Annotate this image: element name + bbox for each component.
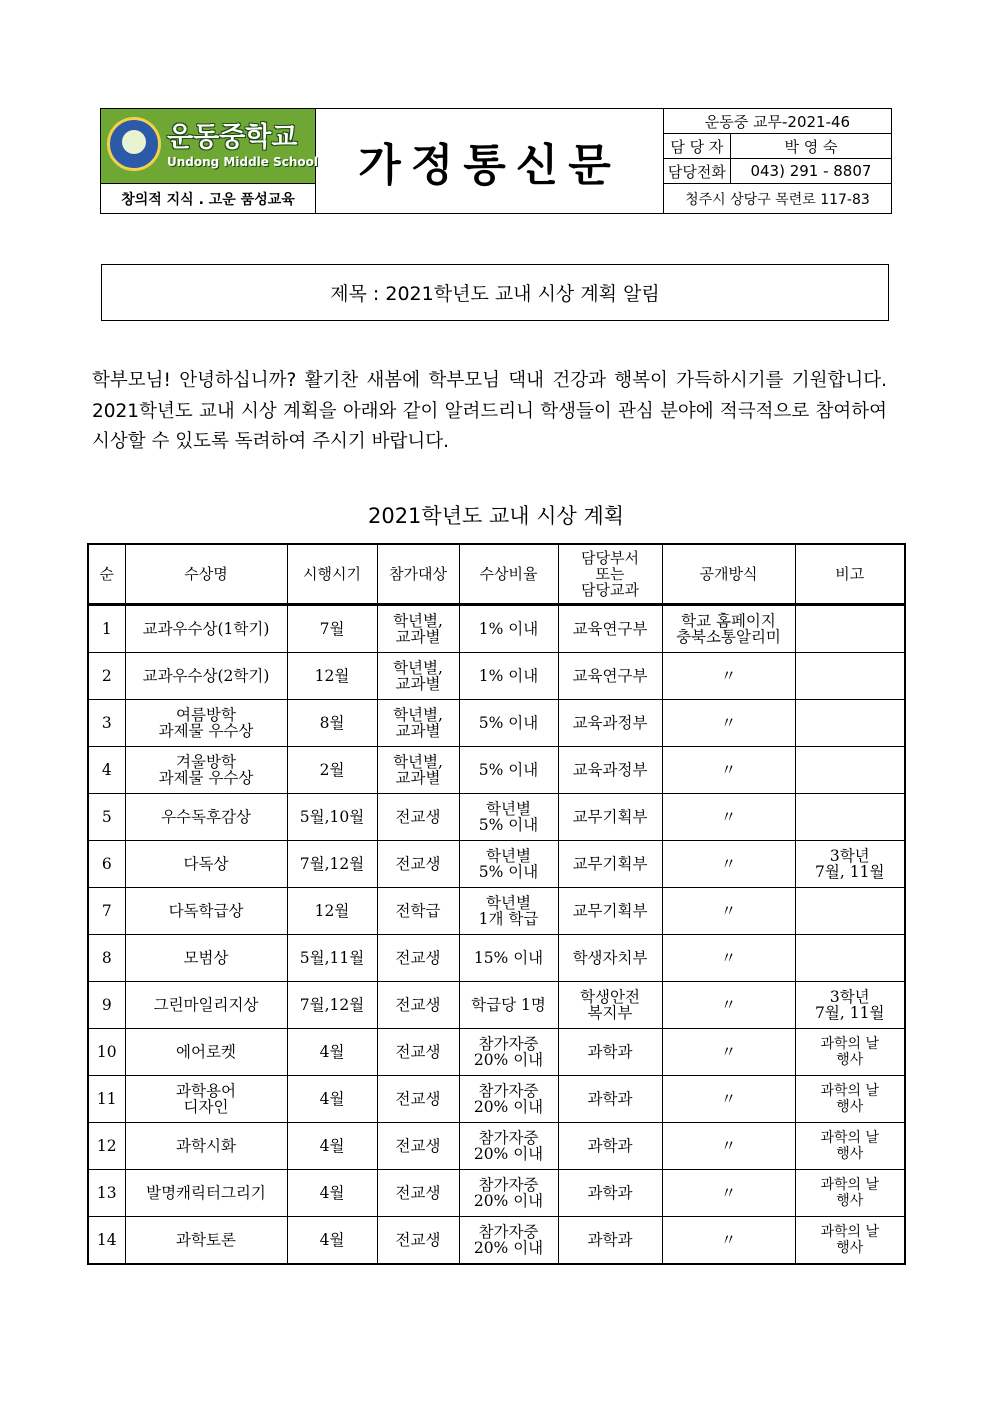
- cell-seq: 7: [88, 888, 125, 935]
- header-target: 참가대상: [377, 544, 459, 605]
- cell-ratio: 5% 이내: [459, 747, 558, 794]
- logo-school-name-en: Undong Middle School: [167, 155, 318, 169]
- table-row: [88, 935, 905, 982]
- cell-ratio: 참가자중 20% 이내: [459, 1170, 558, 1217]
- cell-department: 과학과: [558, 1217, 662, 1265]
- cell-note: 과학의 날 행사: [795, 1029, 905, 1076]
- phone-value: 043) 291 - 8807: [730, 159, 891, 184]
- cell-target: 전교생: [377, 1217, 459, 1265]
- cell-target: 전교생: [377, 935, 459, 982]
- cell-seq: 12: [88, 1123, 125, 1170]
- cell-target: 학년별, 교과별: [377, 605, 459, 653]
- header-note: 비고: [795, 544, 905, 605]
- cell-target: 학년별, 교과별: [377, 653, 459, 700]
- cell-ratio: 참가자중 20% 이내: [459, 1029, 558, 1076]
- cell-note: [795, 700, 905, 747]
- cell-disclosure: 〃: [662, 1029, 795, 1076]
- cell-award-name: 다독상: [125, 841, 287, 888]
- cell-period: 12월: [287, 888, 377, 935]
- cell-disclosure: 〃: [662, 653, 795, 700]
- cell-period: 2월: [287, 747, 377, 794]
- cell-department: 과학과: [558, 1170, 662, 1217]
- cell-note: [795, 605, 905, 653]
- cell-target: 전교생: [377, 794, 459, 841]
- table-row: [88, 1076, 905, 1123]
- school-address: 청주시 상당구 목련로 117-83: [663, 184, 891, 214]
- contact-value: 박 영 숙: [730, 134, 891, 159]
- cell-period: 4월: [287, 1029, 377, 1076]
- cell-seq: 5: [88, 794, 125, 841]
- cell-award-name: 과학토론: [125, 1217, 287, 1265]
- cell-disclosure: 〃: [662, 794, 795, 841]
- cell-department: 교무기획부: [558, 841, 662, 888]
- phone-label: 담당전화: [663, 159, 730, 184]
- table-row: [88, 1170, 905, 1217]
- cell-award-name: 과학시화: [125, 1123, 287, 1170]
- cell-department: 학생안전 복지부: [558, 982, 662, 1029]
- letterhead: [100, 108, 892, 214]
- cell-period: 12월: [287, 653, 377, 700]
- cell-department: 교육연구부: [558, 605, 662, 653]
- table-row: [88, 794, 905, 841]
- cell-ratio: 1% 이내: [459, 605, 558, 653]
- cell-disclosure: 〃: [662, 1076, 795, 1123]
- cell-seq: 14: [88, 1217, 125, 1265]
- cell-seq: 10: [88, 1029, 125, 1076]
- cell-period: 4월: [287, 1076, 377, 1123]
- contact-label: 담 당 자: [663, 134, 730, 159]
- cell-award-name: 발명캐릭터그리기: [125, 1170, 287, 1217]
- table-row: [88, 1217, 905, 1265]
- cell-period: 7월: [287, 605, 377, 653]
- header-disclosure: 공개방식: [662, 544, 795, 605]
- cell-target: 전교생: [377, 841, 459, 888]
- table-row: [88, 1029, 905, 1076]
- school-logo: [101, 109, 316, 184]
- cell-disclosure: 〃: [662, 1217, 795, 1265]
- cell-ratio: 학급당 1명: [459, 982, 558, 1029]
- cell-ratio: 학년별 5% 이내: [459, 794, 558, 841]
- cell-department: 과학과: [558, 1029, 662, 1076]
- logo-school-name: 운동중학교: [167, 122, 298, 153]
- cell-target: 학년별, 교과별: [377, 747, 459, 794]
- award-plan-table: [87, 543, 906, 1265]
- cell-target: 전교생: [377, 1029, 459, 1076]
- cell-disclosure: 〃: [662, 841, 795, 888]
- cell-period: 4월: [287, 1170, 377, 1217]
- cell-target: 전학급: [377, 888, 459, 935]
- doc-number: 운동중 교무-2021-46: [663, 109, 891, 134]
- cell-note: 3학년 7월, 11월: [795, 841, 905, 888]
- cell-target: 학년별, 교과별: [377, 700, 459, 747]
- header-award-name: 수상명: [125, 544, 287, 605]
- cell-ratio: 참가자중 20% 이내: [459, 1076, 558, 1123]
- subject-box: 제목 : 2021학년도 교내 시상 계획 알림: [101, 264, 889, 321]
- table-row: [88, 653, 905, 700]
- header-ratio: 수상비율: [459, 544, 558, 605]
- cell-seq: 8: [88, 935, 125, 982]
- intro-paragraph: 학부모님! 안녕하십니까? 활기찬 새봄에 학부모님 댁내 건강과 행복이 가득하시기를 기원합니다. 2021학년도 교내 시상 계획을 아래와 같이 알려드리니 학생들이 관심 분야에 적극적으로 참여하여 시상할 수 있도록 독려하여 주시기 바랍니다.: [92, 370, 887, 452]
- cell-award-name: 모범상: [125, 935, 287, 982]
- cell-department: 과학과: [558, 1076, 662, 1123]
- cell-disclosure: 〃: [662, 982, 795, 1029]
- cell-seq: 9: [88, 982, 125, 1029]
- cell-ratio: 참가자중 20% 이내: [459, 1217, 558, 1265]
- cell-seq: 3: [88, 700, 125, 747]
- cell-seq: 6: [88, 841, 125, 888]
- cell-disclosure: 〃: [662, 1170, 795, 1217]
- cell-ratio: 참가자중 20% 이내: [459, 1123, 558, 1170]
- cell-award-name: 여름방학 과제물 우수상: [125, 700, 287, 747]
- cell-target: 전교생: [377, 1076, 459, 1123]
- cell-disclosure: 〃: [662, 1123, 795, 1170]
- cell-note: 과학의 날 행사: [795, 1123, 905, 1170]
- table-row: [88, 841, 905, 888]
- cell-ratio: 15% 이내: [459, 935, 558, 982]
- cell-note: [795, 653, 905, 700]
- cell-award-name: 그린마일리지상: [125, 982, 287, 1029]
- cell-note: 3학년 7월, 11월: [795, 982, 905, 1029]
- table-row: [88, 982, 905, 1029]
- header-department: 담당부서 또는 담당교과: [558, 544, 662, 605]
- cell-note: [795, 747, 905, 794]
- cell-seq: 11: [88, 1076, 125, 1123]
- table-header-row: [88, 544, 905, 605]
- cell-period: 5월,11월: [287, 935, 377, 982]
- cell-ratio: 1% 이내: [459, 653, 558, 700]
- cell-department: 교육과정부: [558, 700, 662, 747]
- cell-period: 4월: [287, 1217, 377, 1265]
- cell-award-name: 교과우수상(2학기): [125, 653, 287, 700]
- section-title: 2021학년도 교내 시상 계획: [367, 504, 625, 528]
- cell-award-name: 교과우수상(1학기): [125, 605, 287, 653]
- cell-disclosure: 〃: [662, 747, 795, 794]
- cell-period: 5월,10월: [287, 794, 377, 841]
- cell-note: 과학의 날 행사: [795, 1076, 905, 1123]
- cell-note: 과학의 날 행사: [795, 1217, 905, 1265]
- cell-target: 전교생: [377, 1170, 459, 1217]
- cell-ratio: 학년별 5% 이내: [459, 841, 558, 888]
- table-row: [88, 605, 905, 653]
- cell-disclosure: 〃: [662, 700, 795, 747]
- cell-note: 과학의 날 행사: [795, 1170, 905, 1217]
- table-row: [88, 747, 905, 794]
- header-period: 시행시기: [287, 544, 377, 605]
- header-seq: 순: [88, 544, 125, 605]
- cell-award-name: 에어로켓: [125, 1029, 287, 1076]
- cell-department: 교무기획부: [558, 888, 662, 935]
- cell-seq: 13: [88, 1170, 125, 1217]
- cell-department: 교무기획부: [558, 794, 662, 841]
- cell-target: 전교생: [377, 982, 459, 1029]
- table-row: [88, 1123, 905, 1170]
- cell-note: [795, 794, 905, 841]
- cell-award-name: 다독학급상: [125, 888, 287, 935]
- cell-disclosure: 학교 홈페이지 충북소통알리미: [662, 605, 795, 653]
- cell-department: 교육연구부: [558, 653, 662, 700]
- cell-seq: 1: [88, 605, 125, 653]
- school-emblem-icon: [107, 117, 161, 171]
- cell-award-name: 우수독후감상: [125, 794, 287, 841]
- cell-seq: 4: [88, 747, 125, 794]
- cell-target: 전교생: [377, 1123, 459, 1170]
- cell-period: 8월: [287, 700, 377, 747]
- cell-department: 교육과정부: [558, 747, 662, 794]
- cell-disclosure: 〃: [662, 888, 795, 935]
- cell-note: [795, 935, 905, 982]
- cell-period: 7월,12월: [287, 982, 377, 1029]
- cell-period: 7월,12월: [287, 841, 377, 888]
- cell-ratio: 학년별 1개 학급: [459, 888, 558, 935]
- cell-department: 학생자치부: [558, 935, 662, 982]
- cell-disclosure: 〃: [662, 935, 795, 982]
- school-motto: 창의적 지식 . 고운 품성교육: [101, 184, 316, 214]
- cell-ratio: 5% 이내: [459, 700, 558, 747]
- table-row: [88, 700, 905, 747]
- cell-award-name: 겨울방학 과제물 우수상: [125, 747, 287, 794]
- cell-department: 과학과: [558, 1123, 662, 1170]
- cell-note: [795, 888, 905, 935]
- cell-seq: 2: [88, 653, 125, 700]
- document-title: 가정통신문: [316, 109, 664, 214]
- table-row: [88, 888, 905, 935]
- cell-period: 4월: [287, 1123, 377, 1170]
- cell-award-name: 과학용어 디자인: [125, 1076, 287, 1123]
